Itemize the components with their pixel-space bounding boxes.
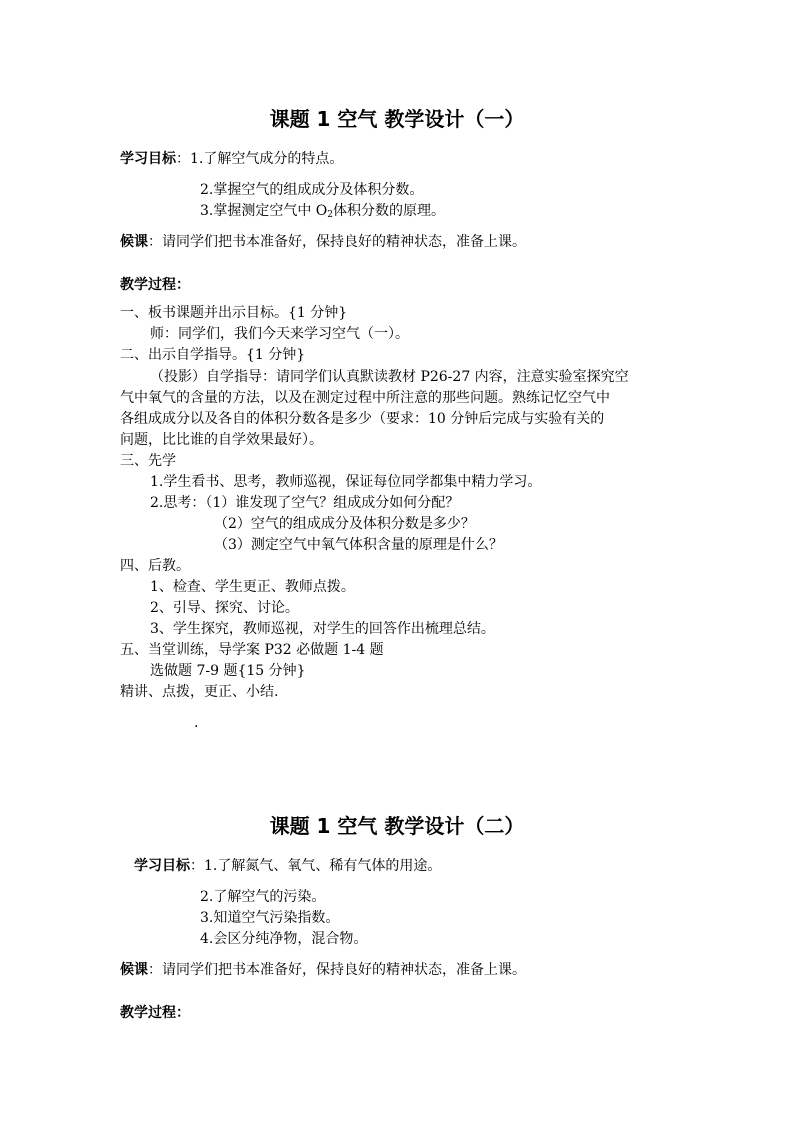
process-line: （投影）自学指导：请同学们认真默读教材 P26-27 内容，注意实验室探究空 bbox=[150, 369, 629, 385]
process-line: 1.学生看书、思考，教师巡视，保证每位同学都集中精力学习。 bbox=[150, 474, 542, 490]
process-line: （3）测定空气中氧气体积含量的原理是什么？ bbox=[214, 537, 503, 553]
section1-process-label: 教学过程： bbox=[120, 277, 190, 293]
prep-label: 候课 bbox=[120, 234, 148, 250]
process-line: 三、先学 bbox=[120, 453, 176, 469]
process-line: 2.思考：（1）谁发现了空气？组成成分如何分配？ bbox=[150, 495, 460, 511]
process-line: 1、检查、学生更正、教师点拨。 bbox=[150, 579, 355, 595]
process-line: 五、当堂训练，导学案 P32 必做题 1-4 题 bbox=[120, 642, 384, 658]
section1-objective-1: 学习目标：1.了解空气成分的特点。 bbox=[120, 151, 344, 167]
process-line: 各组成成分以及各自的体积分数各是多少（要求：10 分钟后完成与实验有关的 bbox=[120, 411, 605, 427]
process-line: 二、出示自学指导。{1 分钟} bbox=[120, 347, 306, 363]
section2-title: 课题 1 空气 教学设计（二） bbox=[269, 814, 525, 838]
process-line: 四、后教。 bbox=[120, 558, 190, 574]
section2-objective-1: 学习目标：1.了解氮气、氧气、稀有气体的用途。 bbox=[134, 858, 442, 874]
section2-objective-3: 3.知道空气污染指数。 bbox=[200, 910, 340, 926]
process-line: 问题，比比谁的自学效果最好）。 bbox=[120, 432, 323, 448]
section2-prep: 候课：请同学们把书本准备好，保持良好的精神状态，准备上课。 bbox=[120, 962, 526, 978]
process-dot: . bbox=[194, 715, 199, 731]
section2-objective-2: 2.了解空气的污染。 bbox=[200, 889, 326, 905]
objectives-label: 学习目标 bbox=[120, 151, 176, 167]
section1-objective-2: 2.掌握空气的组成成分及体积分数。 bbox=[200, 182, 424, 198]
section1-prep: 候课：请同学们把书本准备好，保持良好的精神状态，准备上课。 bbox=[120, 234, 526, 250]
process-line: 3、学生探究，教师巡视，对学生的回答作出梳理总结。 bbox=[150, 621, 495, 637]
process-line: 精讲、点拨，更正、小结. bbox=[120, 684, 279, 700]
objectives-label: 学习目标 bbox=[134, 858, 190, 874]
process-line: 气中氧气的含量的方法，以及在测定过程中所注意的那些问题。熟练记忆空气中 bbox=[120, 390, 610, 406]
section1-objective-3: 3.掌握测定空气中 $O_2$体积分数的原理。 bbox=[200, 203, 446, 220]
process-line: 2、引导、探究、讨论。 bbox=[150, 600, 299, 616]
prep-label: 候课 bbox=[120, 962, 148, 978]
process-line: 选做题 7-9 题{15 分钟} bbox=[150, 663, 306, 679]
section1-title: 课题 1 空气 教学设计（一） bbox=[269, 107, 525, 131]
process-line: 师：同学们，我们今天来学习空气（一）。 bbox=[150, 326, 409, 342]
process-line: （2）空气的组成成分及体积分数是多少？ bbox=[214, 516, 475, 532]
section2-objective-4: 4.会区分纯净物，混合物。 bbox=[200, 931, 368, 947]
section2-process-label: 教学过程： bbox=[120, 1005, 190, 1021]
process-line: 一、板书课题并出示目标。{1 分钟} bbox=[120, 305, 348, 321]
